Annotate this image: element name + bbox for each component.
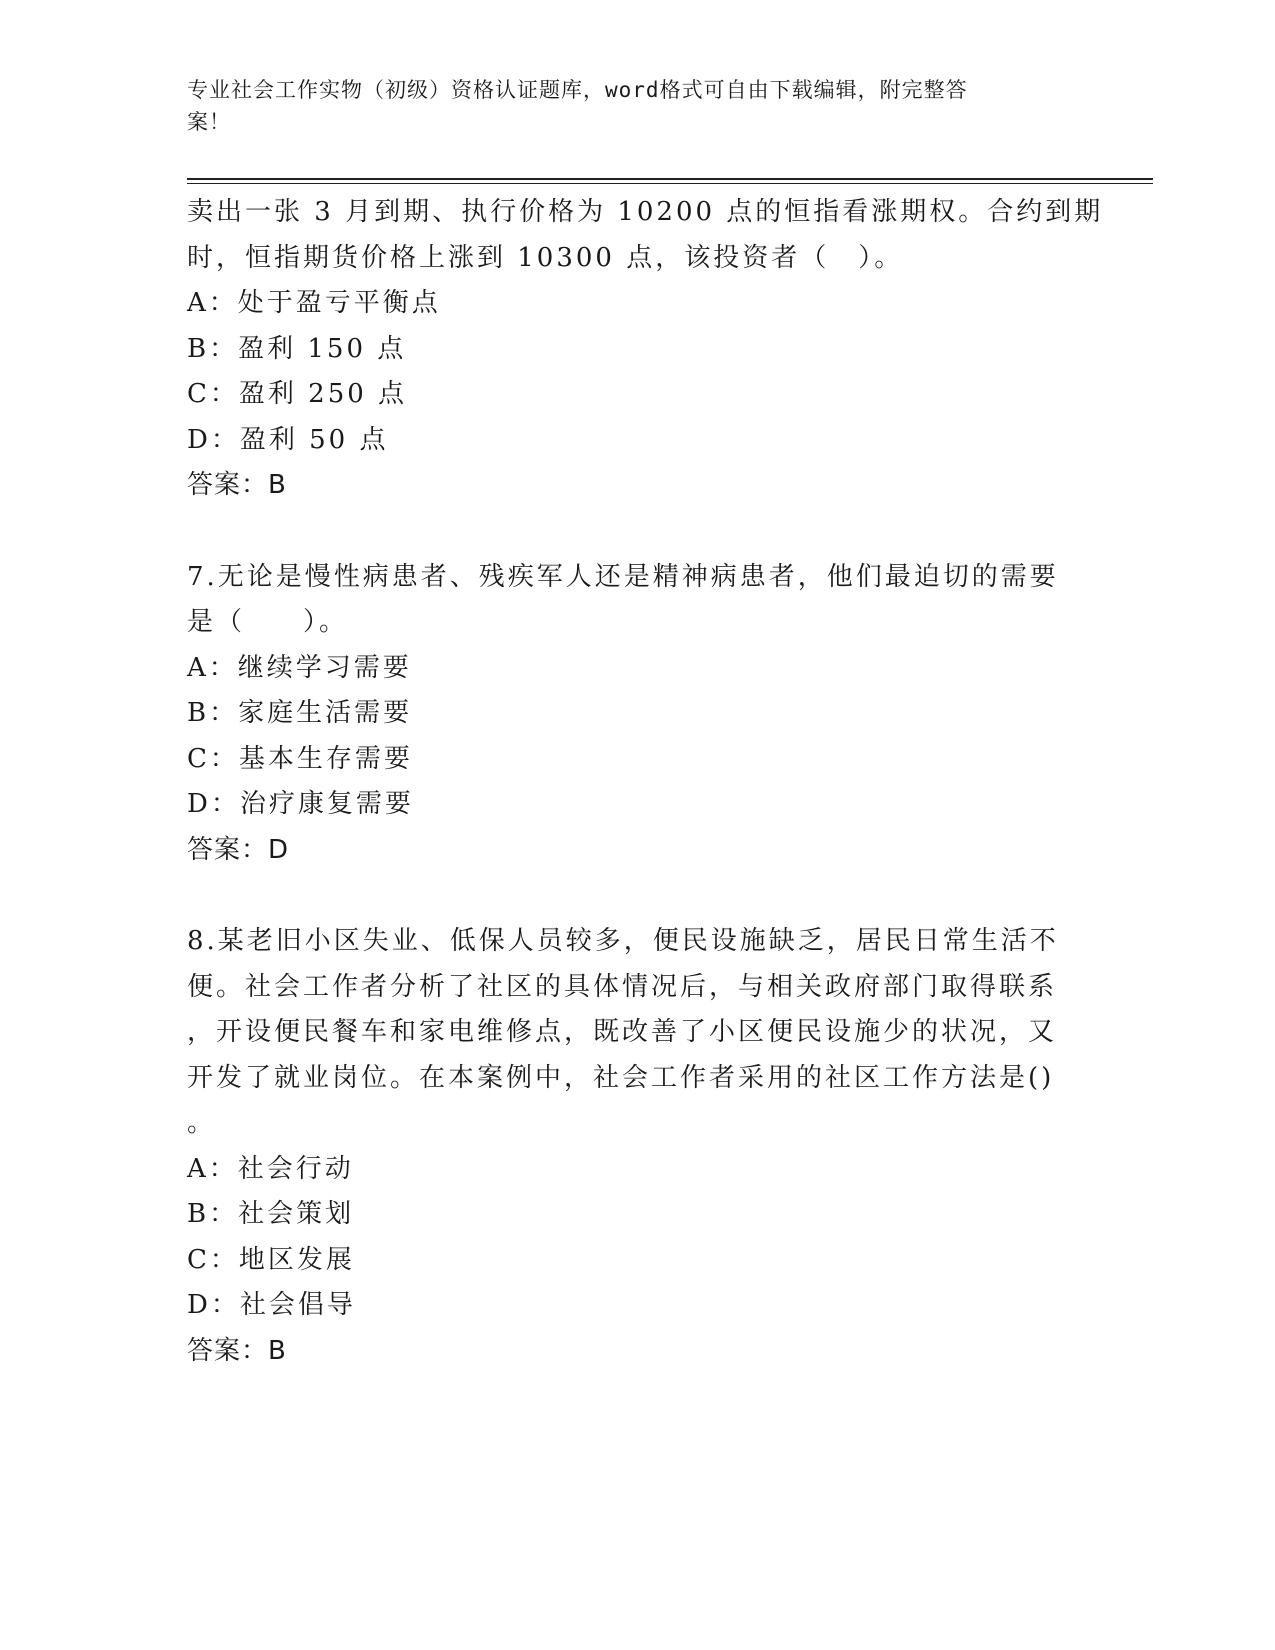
option-a: A：处于盈亏平衡点: [187, 288, 441, 318]
question-stem-line: 是（ ）。: [187, 607, 349, 637]
answer-line: 答案：D: [187, 834, 290, 865]
option-b: B：社会策划: [187, 1199, 355, 1229]
option-d: D：社会倡导: [187, 1290, 356, 1320]
question-block: [187, 919, 1067, 1374]
question-stem-line: ，开设便民餐车和家电维修点，既改善了小区便民设施少的状况，又: [187, 1017, 1058, 1047]
option-a: A：继续学习需要: [187, 652, 412, 683]
option-d: D：盈利 50 点: [187, 424, 389, 455]
header-divider-thick: [187, 178, 1153, 180]
option-c: C：基本生存需要: [187, 743, 413, 774]
question-block: [187, 555, 1067, 874]
header-divider-thin: [187, 183, 1153, 184]
option-b: B：盈利 150 点: [187, 333, 407, 364]
question-stem-line: 卖出一张 3 月到期、执行价格为 10200 点的恒指看涨期权。合约到期: [187, 197, 1104, 227]
question-stem-line: 。: [187, 1108, 217, 1138]
question-stem-line: 便。社会工作者分析了社区的具体情况后，与相关政府部门取得联系: [187, 971, 1058, 1002]
header-line-1: 专业社会工作实物（初级）资格认证题库，word格式可自由下载编辑，附完整答: [187, 78, 968, 102]
option-d: D：治疗康复需要: [187, 789, 414, 819]
question-list: [187, 190, 1104, 1374]
option-c: C：地区发展: [187, 1244, 355, 1275]
answer-line: 答案：B: [187, 1335, 287, 1366]
option-b: B：家庭生活需要: [187, 698, 413, 728]
option-c: C：盈利 250 点: [187, 379, 408, 409]
question-stem-line: 7.无论是慢性病患者、残疾军人还是精神病患者，他们最迫切的需要: [187, 561, 1059, 592]
page-header: [187, 74, 1067, 138]
header-line-2: 案！: [187, 110, 231, 134]
question-block: [187, 190, 1104, 509]
answer-line: 答案：B: [187, 470, 287, 500]
option-a: A：社会行动: [187, 1153, 354, 1184]
question-stem-line: 8.某老旧小区失业、低保人员较多，便民设施缺乏，居民日常生活不: [187, 926, 1059, 956]
question-stem-line: 时，恒指期货价格上涨到 10300 点，该投资者（ ）。: [187, 242, 904, 273]
question-stem-line: 开发了就业岗位。在本案例中，社会工作者采用的社区工作方法是(): [187, 1062, 1055, 1093]
